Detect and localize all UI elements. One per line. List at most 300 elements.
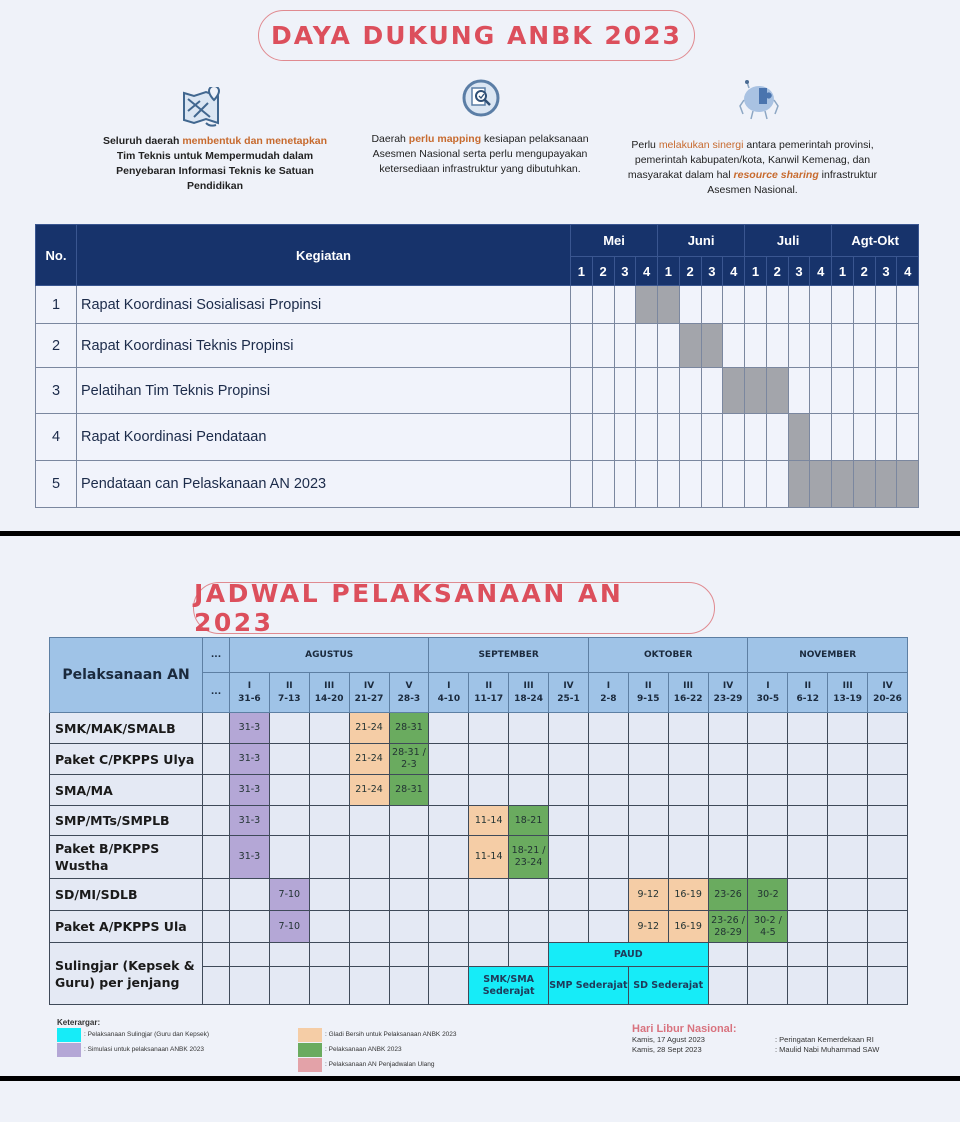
col-header-activity: Kegiatan xyxy=(77,225,571,286)
week-roman: IV xyxy=(363,680,375,691)
row-number: 4 xyxy=(36,414,77,461)
gantt-cell xyxy=(571,461,593,508)
week-roman: III xyxy=(324,680,335,691)
schedule-cell xyxy=(429,744,469,775)
week-roman: V xyxy=(405,680,413,691)
week-roman: II xyxy=(485,680,493,691)
gantt-cell-active xyxy=(701,324,723,368)
week-range: 7-13 xyxy=(278,693,301,704)
schedule-cell xyxy=(868,943,908,967)
schedule-cell xyxy=(230,911,270,943)
gantt-cell xyxy=(745,414,767,461)
gantt-cell-active xyxy=(832,461,854,508)
table-row xyxy=(50,943,908,967)
week-header xyxy=(549,673,589,713)
week-range: 4-10 xyxy=(437,693,461,704)
week-range: 14-20 xyxy=(314,693,344,704)
gantt-cell xyxy=(832,286,854,324)
week-header xyxy=(868,673,908,713)
info-highlight: resource sharing xyxy=(733,169,819,181)
schedule-cell-green: 28-31 / 2-3 xyxy=(389,744,429,775)
gantt-cell xyxy=(636,461,658,508)
gantt-cell xyxy=(723,414,745,461)
schedule-cell-green: 23-26 xyxy=(708,879,748,911)
gantt-cell xyxy=(745,324,767,368)
gantt-cell xyxy=(679,286,701,324)
schedule-cell xyxy=(668,836,708,879)
week-header xyxy=(349,673,389,713)
schedule-cell xyxy=(309,744,349,775)
schedule-cell xyxy=(309,943,349,967)
schedule-cell-purple: 31-3 xyxy=(230,775,270,806)
gantt-cell xyxy=(897,414,919,461)
gantt-cell-active xyxy=(658,286,680,324)
legend-label: : Simulasi untuk pelaksanaan ANBK 2023 xyxy=(84,1046,204,1053)
schedule-cell-purple: 31-3 xyxy=(230,713,270,744)
gantt-cell xyxy=(832,368,854,414)
schedule-table xyxy=(49,637,908,1005)
schedule-cell xyxy=(828,713,868,744)
info-card-sinergi xyxy=(620,138,885,198)
ellipsis-header: ... xyxy=(203,638,230,673)
section-divider xyxy=(0,531,960,536)
schedule-cell xyxy=(309,879,349,911)
schedule-cell-orange: 11-14 xyxy=(469,836,509,879)
week-range: 25-1 xyxy=(557,693,580,704)
gantt-cell-active xyxy=(810,461,832,508)
week-header: 2 xyxy=(766,257,788,286)
holiday-title: Hari Libur Nasional: xyxy=(632,1023,737,1035)
schedule-cell xyxy=(269,744,309,775)
week-header xyxy=(469,673,509,713)
schedule-cell-orange: 16-19 xyxy=(668,911,708,943)
gantt-cell xyxy=(766,324,788,368)
info-text: infrastruktur Asesmen Nasional. xyxy=(707,169,878,196)
gantt-cell-active xyxy=(679,324,701,368)
week-roman: IV xyxy=(563,680,574,691)
schedule-cell xyxy=(269,713,309,744)
gantt-cell-active xyxy=(875,461,897,508)
week-header: 1 xyxy=(571,257,593,286)
info-text: Daerah xyxy=(371,133,409,145)
schedule-cell xyxy=(389,911,429,943)
gantt-cell xyxy=(853,368,875,414)
gantt-cell xyxy=(614,461,636,508)
schedule-cell xyxy=(203,943,230,967)
schedule-cell xyxy=(549,744,589,775)
week-header: 1 xyxy=(745,257,767,286)
schedule-cell xyxy=(868,967,908,1005)
week-roman: II xyxy=(285,680,293,691)
page-title-jadwal: JADWAL PELAKSANAAN AN 2023 xyxy=(193,582,715,634)
week-range: 18-24 xyxy=(514,693,543,704)
schedule-cell xyxy=(868,713,908,744)
gantt-cell xyxy=(897,368,919,414)
schedule-cell xyxy=(429,713,469,744)
level-label: Paket A/PKPPS Ula xyxy=(50,911,203,943)
gantt-cell xyxy=(766,414,788,461)
schedule-cell-orange: 11-14 xyxy=(469,806,509,836)
schedule-cell xyxy=(509,744,549,775)
schedule-cell xyxy=(828,806,868,836)
row-number: 3 xyxy=(36,368,77,414)
activity-name: Pendataan can Pelaskanaan AN 2023 xyxy=(77,461,571,508)
week-header: 3 xyxy=(614,257,636,286)
week-header xyxy=(628,673,668,713)
week-header: 2 xyxy=(853,257,875,286)
gantt-cell xyxy=(723,324,745,368)
schedule-cell xyxy=(588,911,628,943)
week-header: 1 xyxy=(832,257,854,286)
week-range: 30-5 xyxy=(756,693,780,704)
schedule-cell xyxy=(828,744,868,775)
schedule-cell xyxy=(788,967,828,1005)
week-roman: I xyxy=(606,680,611,691)
schedule-cell-orange: 21-24 xyxy=(349,713,389,744)
week-header: 4 xyxy=(723,257,745,286)
gantt-cell xyxy=(810,286,832,324)
schedule-cell xyxy=(203,967,230,1005)
schedule-cell xyxy=(748,713,788,744)
week-range: 11-17 xyxy=(474,693,504,704)
gantt-cell xyxy=(679,368,701,414)
schedule-cell-orange: 9-12 xyxy=(628,879,668,911)
level-label: Paket B/PKPPS Wustha xyxy=(50,836,203,879)
schedule-cell xyxy=(349,806,389,836)
schedule-cell xyxy=(748,775,788,806)
table-row xyxy=(36,461,919,508)
holiday-date: Kamis, 17 Agust 2023 xyxy=(632,1035,705,1044)
schedule-cell-green: 30-2 xyxy=(748,879,788,911)
gantt-cell xyxy=(592,461,614,508)
schedule-cell xyxy=(788,744,828,775)
schedule-cell xyxy=(203,713,230,744)
schedule-cell xyxy=(828,879,868,911)
level-label: SD/MI/SDLB xyxy=(50,879,203,911)
gantt-cell xyxy=(571,324,593,368)
schedule-cell xyxy=(748,943,788,967)
gantt-cell xyxy=(832,414,854,461)
gantt-cell xyxy=(875,286,897,324)
schedule-cell-orange: 16-19 xyxy=(668,879,708,911)
schedule-cell xyxy=(828,967,868,1005)
schedule-cell xyxy=(868,744,908,775)
gantt-cell-active xyxy=(723,368,745,414)
schedule-cell xyxy=(389,836,429,879)
schedule-cell xyxy=(788,775,828,806)
gantt-cell xyxy=(636,324,658,368)
schedule-cell xyxy=(748,744,788,775)
schedule-cell xyxy=(309,713,349,744)
month-header: OKTOBER xyxy=(588,638,748,673)
week-header xyxy=(668,673,708,713)
legend-swatch xyxy=(298,1043,322,1057)
gantt-cell xyxy=(897,286,919,324)
gantt-cell xyxy=(897,324,919,368)
table-row xyxy=(36,324,919,368)
gantt-cell xyxy=(766,461,788,508)
schedule-cell xyxy=(309,836,349,879)
activity-gantt-table xyxy=(35,224,919,508)
level-label: SMK/MAK/SMALB xyxy=(50,713,203,744)
gantt-cell xyxy=(614,324,636,368)
legend-label: : Pelaksanaan ANBK 2023 xyxy=(325,1046,402,1053)
schedule-cell xyxy=(588,775,628,806)
gantt-cell xyxy=(701,286,723,324)
schedule-cell xyxy=(469,713,509,744)
schedule-cell xyxy=(668,744,708,775)
legend-label: : Gladi Bersih untuk Pelaksanaan ANBK 2023 xyxy=(325,1031,457,1038)
week-header: 4 xyxy=(636,257,658,286)
gantt-cell xyxy=(766,286,788,324)
schedule-cell xyxy=(469,744,509,775)
week-header: 4 xyxy=(810,257,832,286)
schedule-cell xyxy=(549,836,589,879)
gantt-cell xyxy=(614,368,636,414)
week-range: 6-12 xyxy=(796,693,820,704)
col-header-no: No. xyxy=(36,225,77,286)
table-row xyxy=(50,879,908,911)
schedule-cell xyxy=(230,943,270,967)
table-row xyxy=(36,368,919,414)
week-roman: III xyxy=(842,680,853,691)
week-range: 23-29 xyxy=(713,693,743,704)
week-header xyxy=(389,673,429,713)
schedule-cell xyxy=(349,911,389,943)
level-label: Sulingjar (Kepsek & Guru) per jenjang xyxy=(50,943,203,1005)
week-header xyxy=(828,673,868,713)
table-row xyxy=(50,836,908,879)
map-icon xyxy=(180,87,224,131)
schedule-cell-green: 28-31 xyxy=(389,775,429,806)
schedule-cell xyxy=(269,967,309,1005)
week-header xyxy=(309,673,349,713)
info-highlight: membentuk dan menetapkan xyxy=(182,135,328,147)
week-roman: III xyxy=(523,680,534,691)
week-header xyxy=(230,673,270,713)
gantt-cell-active xyxy=(636,286,658,324)
week-header xyxy=(588,673,628,713)
schedule-cell xyxy=(588,806,628,836)
gantt-cell xyxy=(679,461,701,508)
info-text: Seluruh daerah xyxy=(102,135,183,147)
schedule-cell xyxy=(349,879,389,911)
month-header: AGUSTUS xyxy=(230,638,429,673)
gantt-cell xyxy=(788,368,810,414)
level-label: SMA/MA xyxy=(50,775,203,806)
schedule-cell xyxy=(309,911,349,943)
week-header: 2 xyxy=(592,257,614,286)
gantt-cell-active xyxy=(788,461,810,508)
schedule-cell xyxy=(708,836,748,879)
table-row xyxy=(50,775,908,806)
schedule-cell xyxy=(469,943,509,967)
gantt-cell xyxy=(875,368,897,414)
gantt-cell xyxy=(788,286,810,324)
gantt-cell xyxy=(701,368,723,414)
schedule-cell xyxy=(509,775,549,806)
sulingjar-sd: SD Sederajat xyxy=(628,967,708,1005)
gantt-cell xyxy=(701,461,723,508)
schedule-cell-green: 23-26 / 28-29 xyxy=(708,911,748,943)
info-text: Perlu xyxy=(631,139,659,151)
legend-swatch xyxy=(298,1058,322,1072)
week-header xyxy=(269,673,309,713)
schedule-cell xyxy=(269,943,309,967)
schedule-cell xyxy=(429,806,469,836)
week-range: 13-19 xyxy=(833,693,863,704)
schedule-cell xyxy=(708,775,748,806)
gantt-cell xyxy=(745,461,767,508)
activity-name: Rapat Koordinasi Sosialisasi Propinsi xyxy=(77,286,571,324)
schedule-cell-orange: 9-12 xyxy=(628,911,668,943)
gantt-cell xyxy=(592,324,614,368)
month-header: Mei xyxy=(571,225,658,257)
schedule-cell xyxy=(549,879,589,911)
week-header xyxy=(748,673,788,713)
schedule-cell xyxy=(203,775,230,806)
info-highlight: melakukan sinergi xyxy=(658,139,744,151)
gantt-cell xyxy=(875,414,897,461)
document-search-icon xyxy=(460,77,502,117)
schedule-cell xyxy=(868,879,908,911)
gantt-cell xyxy=(658,461,680,508)
schedule-cell xyxy=(708,806,748,836)
schedule-cell xyxy=(668,713,708,744)
schedule-cell xyxy=(429,943,469,967)
schedule-cell-green: 18-21 / 23-24 xyxy=(509,836,549,879)
gantt-cell xyxy=(723,286,745,324)
gantt-cell-active xyxy=(897,461,919,508)
schedule-cell xyxy=(748,967,788,1005)
week-header xyxy=(509,673,549,713)
gantt-cell xyxy=(592,368,614,414)
schedule-cell xyxy=(628,836,668,879)
schedule-cell xyxy=(309,806,349,836)
gantt-cell xyxy=(875,324,897,368)
gantt-cell xyxy=(658,368,680,414)
info-text: antara pemerintah provinsi, pemerintah kabupaten/kota, Kanwil Kemenag, dan masyarakat dalam hal xyxy=(627,139,874,181)
sulingjar-paud: PAUD xyxy=(549,943,709,967)
month-header: SEPTEMBER xyxy=(429,638,589,673)
schedule-cell-orange: 21-24 xyxy=(349,775,389,806)
col-header-pelaksanaan: Pelaksanaan AN xyxy=(50,638,203,713)
gantt-cell xyxy=(571,368,593,414)
schedule-cell xyxy=(868,911,908,943)
gantt-cell xyxy=(810,368,832,414)
schedule-cell-orange: 21-24 xyxy=(349,744,389,775)
table-row xyxy=(36,414,919,461)
schedule-cell-green: 30-2 / 4-5 xyxy=(748,911,788,943)
schedule-cell xyxy=(469,775,509,806)
row-number: 5 xyxy=(36,461,77,508)
week-range: 2-8 xyxy=(600,693,617,704)
gantt-cell xyxy=(571,414,593,461)
week-header: 2 xyxy=(679,257,701,286)
info-text: kesiapan pelaksanaan Asesmen Nasional serta perlu mengupayakan ketersediaan infrastruktur yang dibutuhkan. xyxy=(372,133,589,175)
schedule-cell xyxy=(868,806,908,836)
gantt-cell xyxy=(636,414,658,461)
row-number: 2 xyxy=(36,324,77,368)
gantt-cell xyxy=(679,414,701,461)
week-roman: I xyxy=(247,680,252,691)
table-row xyxy=(50,744,908,775)
gantt-cell xyxy=(853,286,875,324)
schedule-cell xyxy=(469,879,509,911)
schedule-cell xyxy=(748,836,788,879)
schedule-cell xyxy=(389,879,429,911)
holiday-name: : Maulid Nabi Muhammad SAW xyxy=(775,1045,880,1054)
row-number: 1 xyxy=(36,286,77,324)
schedule-cell xyxy=(748,806,788,836)
month-header: Agt-Okt xyxy=(832,225,919,257)
table-row xyxy=(50,911,908,943)
week-range: 9-15 xyxy=(636,693,660,704)
gantt-cell-active xyxy=(766,368,788,414)
schedule-cell xyxy=(509,713,549,744)
table-row xyxy=(50,713,908,744)
schedule-cell xyxy=(708,943,748,967)
week-range: 21-27 xyxy=(354,693,384,704)
schedule-cell xyxy=(429,879,469,911)
schedule-cell xyxy=(868,775,908,806)
schedule-cell xyxy=(788,943,828,967)
schedule-cell xyxy=(509,943,549,967)
holiday-name: : Peringatan Kemerdekaan RI xyxy=(775,1035,874,1044)
schedule-cell xyxy=(429,911,469,943)
week-header xyxy=(788,673,828,713)
table-row xyxy=(36,286,919,324)
schedule-cell xyxy=(628,775,668,806)
gantt-cell-active xyxy=(788,414,810,461)
info-card-mapping xyxy=(360,132,600,177)
schedule-cell xyxy=(828,943,868,967)
schedule-cell xyxy=(628,713,668,744)
schedule-cell xyxy=(469,911,509,943)
schedule-cell xyxy=(389,943,429,967)
legend-swatch xyxy=(57,1028,81,1042)
gantt-cell xyxy=(853,324,875,368)
gantt-cell xyxy=(592,414,614,461)
gantt-cell xyxy=(614,286,636,324)
schedule-cell xyxy=(230,879,270,911)
level-label: Paket C/PKPPS Ulya xyxy=(50,744,203,775)
schedule-cell xyxy=(203,806,230,836)
gantt-cell xyxy=(723,461,745,508)
schedule-cell xyxy=(349,967,389,1005)
schedule-cell xyxy=(549,775,589,806)
schedule-cell xyxy=(389,806,429,836)
week-range: 16-22 xyxy=(673,693,703,704)
week-roman: II xyxy=(804,680,812,691)
schedule-cell xyxy=(429,836,469,879)
week-header: 4 xyxy=(897,257,919,286)
schedule-cell xyxy=(269,836,309,879)
gantt-cell xyxy=(788,324,810,368)
schedule-cell xyxy=(203,911,230,943)
week-header xyxy=(708,673,748,713)
gantt-cell xyxy=(810,324,832,368)
schedule-cell xyxy=(203,836,230,879)
schedule-cell-green: 28-31 xyxy=(389,713,429,744)
legend-swatch xyxy=(57,1043,81,1057)
month-header: NOVEMBER xyxy=(748,638,908,673)
schedule-cell xyxy=(549,911,589,943)
schedule-cell-green: 18-21 xyxy=(509,806,549,836)
schedule-cell xyxy=(668,775,708,806)
month-header: Juli xyxy=(745,225,832,257)
gantt-cell-active xyxy=(745,368,767,414)
